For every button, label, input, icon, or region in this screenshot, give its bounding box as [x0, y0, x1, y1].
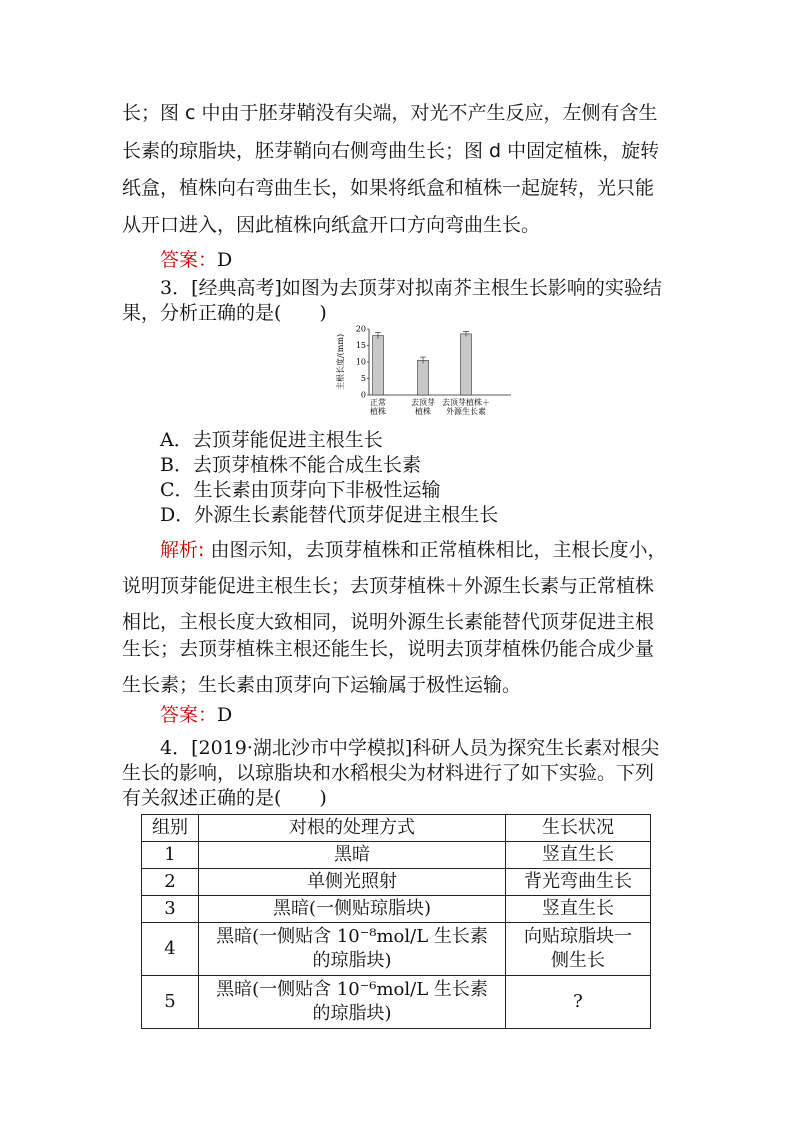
- x-tick-label: 去顶芽植株＋: [442, 398, 490, 407]
- treatment-line: 的琼脂块): [312, 1003, 392, 1024]
- table-cell-treatment: [199, 923, 506, 976]
- table-header: 对根的处理方式: [199, 815, 506, 842]
- explanation-line: 生长素；生长素由顶芽向下运输属于极性运输。: [122, 674, 522, 696]
- explanation-line: 相比，主根长度大致相同，说明外源生长素能替代顶芽促进主根: [122, 611, 655, 633]
- y-tick-label: 5: [360, 374, 366, 383]
- table-cell-treatment: [199, 976, 506, 1029]
- answer-row: [160, 248, 232, 272]
- y-tick-label: 20: [355, 324, 366, 334]
- explanation-line: 纸盒，植株向右弯曲生长，如果将纸盒和植株一起旋转，光只能: [122, 177, 655, 199]
- x-tick-label: 植株: [370, 407, 386, 416]
- treatment-line: 的琼脂块): [312, 950, 392, 971]
- explanation-first-line: [160, 538, 666, 562]
- explanation-label: 解析:: [160, 539, 205, 561]
- explanation-text: 由图示知，去顶芽植株和正常植株相比，主根长度小，: [204, 539, 667, 561]
- y-tick-label: 15: [355, 341, 366, 350]
- table-cell-result: [506, 923, 651, 976]
- table-cell-group: 4: [142, 923, 199, 976]
- y-tick-label: 10: [355, 357, 366, 367]
- x-tick-label: 正常: [370, 398, 386, 407]
- table-cell-result: 竖直生长: [506, 842, 651, 869]
- table-row: [142, 896, 651, 923]
- table-header: 组别: [142, 815, 199, 842]
- table-cell-group: 3: [142, 896, 199, 923]
- x-tick-label: 去顶芽: [411, 398, 435, 407]
- explanation-line: 从开口进入，因此植株向纸盒开口方向弯曲生长。: [122, 214, 541, 236]
- table-cell-result: 背光弯曲生长: [506, 869, 651, 896]
- question-4-stem: 4．[2019·湖北沙市中学模拟]科研人员为探究生长素对根尖: [160, 737, 660, 759]
- table-header: 生长状况: [506, 815, 651, 842]
- table-row: [142, 869, 651, 896]
- x-tick-label: 植株: [415, 407, 431, 416]
- question-4-stem: 生长的影响，以琼脂块和水稻根尖为材料进行了如下实验。下列: [122, 762, 655, 784]
- option-d: D．外源生长素能替代顶芽促进主根生长: [160, 504, 499, 526]
- option-c: C．生长素由顶芽向下非极性运输: [160, 479, 441, 501]
- table-cell-treatment: 黑暗(一侧贴琼脂块): [199, 896, 506, 923]
- table-cell-group: 2: [142, 869, 199, 896]
- option-b: B．去顶芽植株不能合成生长素: [160, 454, 421, 476]
- option-a: A．去顶芽能促进主根生长: [160, 429, 383, 451]
- explanation-line: 长素的琼脂块，胚芽鞘向右侧弯曲生长；图 d 中固定植株，旋转: [122, 140, 660, 162]
- table-row: [142, 976, 651, 1029]
- bar: [418, 360, 429, 395]
- question-4-stem: 有关叙述正确的是( ): [122, 787, 327, 809]
- explanation-line: 说明顶芽能促进主根生长；去顶芽植株＋外源生长素与正常植株: [122, 575, 655, 597]
- answer-label: 答案：: [160, 704, 218, 726]
- table-cell-treatment: 黑暗: [199, 842, 506, 869]
- table-cell-treatment: 单侧光照射: [199, 869, 506, 896]
- table-row: [142, 842, 651, 869]
- explanation-line: 长；图 c 中由于胚芽鞘没有尖端，对光不产生反应，左侧有含生: [122, 102, 658, 124]
- table-cell-result: 竖直生长: [506, 896, 651, 923]
- question-3-stem: 3．[经典高考]如图为去顶芽对拟南芥主根生长影响的实验结: [160, 277, 662, 299]
- bar: [461, 334, 472, 395]
- table-cell-group: 1: [142, 842, 199, 869]
- answer-value: D: [217, 704, 233, 726]
- y-tick-label: 0: [360, 390, 366, 400]
- explanation-line: 生长；去顶芽植株主根还能生长，说明去顶芽植株仍能合成少量: [122, 638, 655, 660]
- treatment-line: 黑暗(一侧贴含 10⁻⁶mol/L 生长素: [216, 979, 488, 1000]
- result-line: 侧生长: [551, 950, 605, 971]
- y-axis-label: 主根长度/(mm): [336, 333, 345, 391]
- root-length-bar-chart: [335, 323, 515, 423]
- answer-row: [160, 703, 232, 727]
- table-cell-group: 5: [142, 976, 199, 1029]
- bar: [373, 336, 384, 395]
- result-line: 向贴琼脂块一: [524, 926, 632, 947]
- question-3-stem: 果，分析正确的是( ): [122, 302, 327, 324]
- table-row: [142, 923, 651, 976]
- x-tick-label: 外源生长素: [446, 407, 486, 416]
- answer-value: D: [217, 249, 233, 271]
- table-cell-result: ?: [506, 976, 651, 1029]
- experiment-table: [141, 814, 651, 1029]
- table-header-row: [142, 815, 651, 842]
- treatment-line: 黑暗(一侧贴含 10⁻⁸mol/L 生长素: [216, 926, 488, 947]
- answer-label: 答案：: [160, 249, 218, 271]
